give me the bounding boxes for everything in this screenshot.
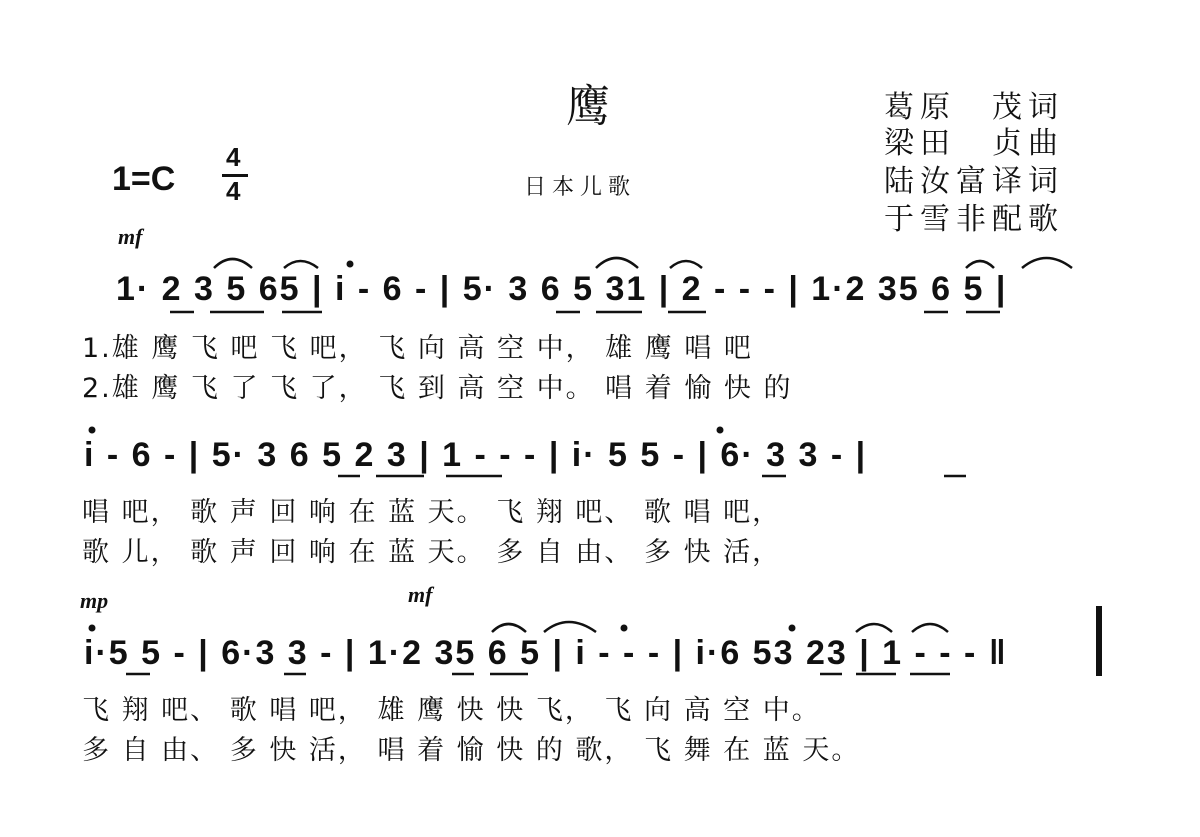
lyric-row-2-verse-1: 唱 吧， 歌 声 回 响 在 蓝 天。 飞 翔 吧、 歌 唱 吧， bbox=[82, 497, 782, 528]
notation-row-2: i - 6 - | 5· 3 6 5 2 3 | 1 - - - | i· 5 5 - | 6· 3 3 - | bbox=[84, 436, 868, 474]
lyric-row-3-verse-1: 飞 翔 吧、 歌 唱 吧， 雄 鹰 快 快 飞， 飞 向 高 空 中。 bbox=[82, 695, 821, 726]
slur-mark bbox=[966, 261, 994, 268]
credit-composer: 梁田 贞曲 bbox=[884, 126, 1064, 161]
lyric-row-1-verse-2: 2.雄 鹰 飞 了 飞 了， 飞 到 高 空 中。 唱 着 愉 快 的 bbox=[82, 373, 793, 404]
slur-mark bbox=[670, 261, 702, 268]
time-signature-bottom: 4 bbox=[226, 176, 241, 206]
slur-mark bbox=[856, 624, 892, 632]
final-barline bbox=[1096, 606, 1102, 676]
dynamic-mf-2: mf bbox=[408, 582, 433, 607]
genre-label: 日本儿歌 bbox=[524, 175, 637, 200]
lyric-row-3-verse-2: 多 自 由、 多 快 活， 唱 着 愉 快 的 歌， 飞 舞 在 蓝 天。 bbox=[82, 735, 861, 766]
dynamic-mf-1: mf bbox=[118, 224, 143, 249]
notation-row-1: 1· 2 3 5 65 | i - 6 - | 5· 3 6 5 31 | 2 - - - | 1·2 35 6 5 | bbox=[116, 270, 1008, 308]
key-signature: 1=C bbox=[112, 160, 176, 198]
time-signature-top: 4 bbox=[226, 142, 241, 172]
lyric-row-1-verse-1: 1.雄 鹰 飞 吧 飞 吧， 飞 向 高 空 中， 雄 鹰 唱 吧 bbox=[82, 333, 753, 364]
slur-mark bbox=[284, 261, 318, 268]
slur-mark bbox=[596, 258, 638, 268]
lyric-row-2-verse-2: 歌 儿， 歌 声 回 响 在 蓝 天。 多 自 由、 多 快 活， bbox=[82, 537, 782, 568]
slur-mark bbox=[1022, 258, 1072, 268]
credit-arranger: 于雪非配歌 bbox=[884, 202, 1064, 237]
slur-mark bbox=[492, 624, 526, 632]
notation-row-3: i·5 5 - | 6·3 3 - | 1·2 35 6 5 | i - - - | i·6 53 23 | 1 - - - ‖ bbox=[84, 634, 1008, 672]
dynamic-mp: mp bbox=[80, 588, 109, 613]
credit-translator: 陆汝富译词 bbox=[884, 164, 1064, 199]
slur-mark bbox=[214, 259, 252, 268]
song-title: 鹰 bbox=[566, 81, 610, 132]
slur-mark bbox=[912, 624, 948, 632]
credit-lyricist: 葛原 茂词 bbox=[884, 90, 1064, 125]
slur-mark bbox=[544, 622, 596, 632]
